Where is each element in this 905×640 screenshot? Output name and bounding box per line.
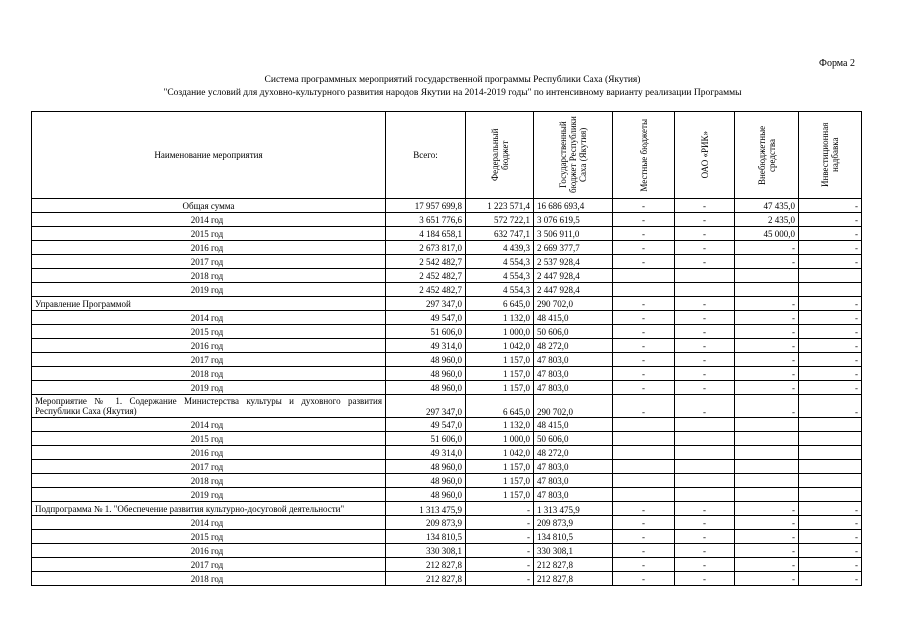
cell-name: 2015 год (32, 432, 386, 446)
cell-extra: - (735, 516, 799, 530)
cell-oao (675, 446, 735, 460)
cell-extra: - (735, 255, 799, 269)
table-row (32, 199, 862, 213)
cell-federal: 1 157,0 (466, 488, 534, 502)
table-row (32, 474, 862, 488)
cell-state: 209 873,9 (534, 516, 613, 530)
cell-federal: 1 132,0 (466, 311, 534, 325)
cell-oao: - (675, 572, 735, 586)
cell-federal: - (466, 502, 534, 516)
cell-extra: - (735, 311, 799, 325)
cell-invest: - (799, 241, 862, 255)
cell-oao: - (675, 367, 735, 381)
cell-extra (735, 269, 799, 283)
cell-local: - (613, 339, 675, 353)
cell-invest: - (799, 325, 862, 339)
table-row (32, 367, 862, 381)
cell-local (613, 488, 675, 502)
cell-oao: - (675, 395, 735, 418)
header-local-label: Местные бюджеты (638, 118, 649, 192)
cell-name: 2017 год (32, 460, 386, 474)
cell-oao: - (675, 213, 735, 227)
cell-local: - (613, 199, 675, 213)
cell-extra: - (735, 502, 799, 516)
cell-invest (799, 418, 862, 432)
cell-name: 2019 год (32, 283, 386, 297)
cell-extra: - (735, 395, 799, 418)
cell-state: 50 606,0 (534, 432, 613, 446)
cell-federal: - (466, 516, 534, 530)
cell-oao: - (675, 255, 735, 269)
cell-invest: - (799, 339, 862, 353)
cell-state: 47 803,0 (534, 367, 613, 381)
cell-total: 48 960,0 (386, 460, 466, 474)
cell-name: 2018 год (32, 269, 386, 283)
cell-federal: 572 722,1 (466, 213, 534, 227)
cell-federal: 4 554,3 (466, 255, 534, 269)
cell-local: - (613, 325, 675, 339)
cell-state: 290 702,0 (534, 297, 613, 311)
cell-state: 134 810,5 (534, 530, 613, 544)
cell-oao: - (675, 353, 735, 367)
header-federal-label: Федеральный бюджет (489, 128, 510, 182)
cell-invest (799, 488, 862, 502)
cell-name: 2015 год (32, 227, 386, 241)
cell-local (613, 269, 675, 283)
cell-total: 48 960,0 (386, 367, 466, 381)
table-row (32, 353, 862, 367)
cell-total: 1 313 475,9 (386, 502, 466, 516)
cell-local (613, 460, 675, 474)
cell-local (613, 446, 675, 460)
cell-state: 330 308,1 (534, 544, 613, 558)
cell-extra: - (735, 325, 799, 339)
table-row (32, 381, 862, 395)
cell-state: 2 537 928,4 (534, 255, 613, 269)
cell-local: - (613, 530, 675, 544)
cell-total: 49 547,0 (386, 311, 466, 325)
cell-extra (735, 474, 799, 488)
cell-oao (675, 432, 735, 446)
cell-total: 2 542 482,7 (386, 255, 466, 269)
cell-name: 2018 год (32, 367, 386, 381)
table-row (32, 255, 862, 269)
table-row (32, 311, 862, 325)
cell-oao: - (675, 530, 735, 544)
cell-invest: - (799, 544, 862, 558)
cell-total: 48 960,0 (386, 474, 466, 488)
cell-invest: - (799, 367, 862, 381)
cell-oao (675, 283, 735, 297)
cell-local: - (613, 311, 675, 325)
cell-federal: 1 042,0 (466, 446, 534, 460)
header-total: Всего: (386, 112, 466, 199)
cell-invest (799, 283, 862, 297)
header-invest (799, 112, 862, 199)
cell-local (613, 418, 675, 432)
document-title-line-1: Система программных мероприятий государственной программы Республики Саха (Якутия) (264, 75, 641, 85)
cell-local (613, 283, 675, 297)
cell-invest: - (799, 381, 862, 395)
header-invest-label: Инвестиционная надбавка (820, 122, 840, 188)
cell-federal: 4 554,3 (466, 269, 534, 283)
cell-total: 2 452 482,7 (386, 269, 466, 283)
cell-local: - (613, 502, 675, 516)
header-oao (675, 112, 735, 199)
cell-name: 2016 год (32, 339, 386, 353)
cell-oao: - (675, 311, 735, 325)
header-federal (466, 112, 534, 199)
cell-name: 2015 год (32, 325, 386, 339)
cell-oao: - (675, 241, 735, 255)
cell-oao: - (675, 325, 735, 339)
cell-invest (799, 432, 862, 446)
cell-name: 2017 год (32, 255, 386, 269)
cell-invest: - (799, 395, 862, 418)
cell-local (613, 432, 675, 446)
header-name: Наименование мероприятия (32, 112, 386, 199)
cell-state: 47 803,0 (534, 381, 613, 395)
header-extra-label: Внебюджетные средства (756, 125, 777, 185)
cell-local: - (613, 241, 675, 255)
cell-oao: - (675, 381, 735, 395)
cell-name: 2014 год (32, 516, 386, 530)
cell-federal: 1 000,0 (466, 325, 534, 339)
table-row (32, 516, 862, 530)
cell-federal: 4 554,3 (466, 283, 534, 297)
cell-local: - (613, 544, 675, 558)
cell-local: - (613, 213, 675, 227)
cell-total: 51 606,0 (386, 432, 466, 446)
cell-state: 212 827,8 (534, 558, 613, 572)
table-row (32, 325, 862, 339)
cell-invest: - (799, 530, 862, 544)
cell-local: - (613, 516, 675, 530)
cell-local: - (613, 381, 675, 395)
cell-federal: 1 157,0 (466, 367, 534, 381)
cell-name: 2015 год (32, 530, 386, 544)
cell-name: 2016 год (32, 446, 386, 460)
cell-extra: - (735, 530, 799, 544)
table-row (32, 283, 862, 297)
cell-name: 2016 год (32, 241, 386, 255)
table-row (32, 297, 862, 311)
cell-state: 50 606,0 (534, 325, 613, 339)
cell-federal: 632 747,1 (466, 227, 534, 241)
cell-name: 2019 год (32, 488, 386, 502)
cell-extra: - (735, 572, 799, 586)
cell-total: 49 547,0 (386, 418, 466, 432)
cell-invest (799, 446, 862, 460)
cell-oao: - (675, 544, 735, 558)
cell-extra: - (735, 367, 799, 381)
cell-total: 48 960,0 (386, 381, 466, 395)
cell-total: 297 347,0 (386, 297, 466, 311)
table-row (32, 446, 862, 460)
cell-total: 17 957 699,8 (386, 199, 466, 213)
cell-total: 330 308,1 (386, 544, 466, 558)
cell-name: 2014 год (32, 311, 386, 325)
cell-oao (675, 418, 735, 432)
cell-invest: - (799, 572, 862, 586)
cell-extra (735, 432, 799, 446)
cell-invest: - (799, 353, 862, 367)
cell-state: 48 272,0 (534, 446, 613, 460)
cell-federal: 4 439,3 (466, 241, 534, 255)
cell-name: 2014 год (32, 418, 386, 432)
cell-name: 2017 год (32, 353, 386, 367)
cell-local: - (613, 353, 675, 367)
cell-invest (799, 474, 862, 488)
cell-invest: - (799, 558, 862, 572)
table-row (32, 488, 862, 502)
cell-state: 47 803,0 (534, 353, 613, 367)
cell-oao (675, 269, 735, 283)
cell-federal: 1 157,0 (466, 353, 534, 367)
document-title-line-2: "Создание условий для духовно-культурного развития народов Якутии на 2014-2019 годы" по интенсивному варианту реализации Программы (163, 88, 742, 98)
table-row (32, 544, 862, 558)
cell-extra (735, 488, 799, 502)
cell-extra: - (735, 353, 799, 367)
cell-extra: - (735, 339, 799, 353)
cell-federal: 6 645,0 (466, 297, 534, 311)
table-row (32, 432, 862, 446)
cell-invest: - (799, 199, 862, 213)
cell-total: 209 873,9 (386, 516, 466, 530)
cell-oao: - (675, 227, 735, 241)
header-local (613, 112, 675, 199)
program-measures-table (31, 111, 862, 586)
cell-extra (735, 283, 799, 297)
cell-name: Подпрограмма № 1. "Обеспечение развития культурно-досуговой деятельности" (32, 502, 386, 516)
cell-invest (799, 269, 862, 283)
cell-invest: - (799, 311, 862, 325)
cell-total: 51 606,0 (386, 325, 466, 339)
cell-oao: - (675, 558, 735, 572)
cell-name: 2018 год (32, 474, 386, 488)
cell-federal: 1 042,0 (466, 339, 534, 353)
cell-federal: 1 132,0 (466, 418, 534, 432)
table-row (32, 502, 862, 516)
cell-invest: - (799, 227, 862, 241)
cell-state: 2 447 928,4 (534, 269, 613, 283)
cell-state: 48 415,0 (534, 418, 613, 432)
table-header-row (32, 112, 862, 199)
cell-federal: 1 223 571,4 (466, 199, 534, 213)
cell-local: - (613, 395, 675, 418)
cell-state: 48 415,0 (534, 311, 613, 325)
cell-extra: - (735, 297, 799, 311)
cell-name: 2019 год (32, 381, 386, 395)
cell-invest: - (799, 213, 862, 227)
cell-total: 49 314,0 (386, 446, 466, 460)
cell-local: - (613, 572, 675, 586)
cell-federal: - (466, 572, 534, 586)
header-oao-label: ОАО «РИК» (699, 131, 710, 179)
cell-oao (675, 460, 735, 474)
table-row (32, 530, 862, 544)
cell-federal: 6 645,0 (466, 395, 534, 418)
cell-name: 2014 год (32, 213, 386, 227)
cell-local: - (613, 367, 675, 381)
cell-total: 48 960,0 (386, 488, 466, 502)
cell-oao: - (675, 339, 735, 353)
cell-extra: 47 435,0 (735, 199, 799, 213)
table-row (32, 241, 862, 255)
cell-invest (799, 460, 862, 474)
cell-federal: - (466, 544, 534, 558)
cell-name: Общая сумма (32, 199, 386, 213)
cell-total: 4 184 658,1 (386, 227, 466, 241)
cell-total: 212 827,8 (386, 558, 466, 572)
cell-state: 290 702,0 (534, 395, 613, 418)
cell-invest: - (799, 502, 862, 516)
cell-name: 2018 год (32, 572, 386, 586)
cell-total: 297 347,0 (386, 395, 466, 418)
cell-state: 3 506 911,0 (534, 227, 613, 241)
cell-state: 47 803,0 (534, 474, 613, 488)
cell-federal: - (466, 558, 534, 572)
cell-state: 2 669 377,7 (534, 241, 613, 255)
cell-state: 16 686 693,4 (534, 199, 613, 213)
cell-invest: - (799, 297, 862, 311)
cell-state: 47 803,0 (534, 460, 613, 474)
cell-state: 48 272,0 (534, 339, 613, 353)
cell-total: 212 827,8 (386, 572, 466, 586)
table-row (32, 269, 862, 283)
table-row (32, 395, 862, 418)
cell-federal: - (466, 530, 534, 544)
table-row (32, 339, 862, 353)
form-label: Форма 2 (819, 58, 855, 69)
cell-oao: - (675, 199, 735, 213)
cell-oao (675, 474, 735, 488)
cell-local: - (613, 558, 675, 572)
cell-state: 47 803,0 (534, 488, 613, 502)
table-row (32, 460, 862, 474)
cell-oao: - (675, 502, 735, 516)
cell-total: 48 960,0 (386, 353, 466, 367)
cell-local: - (613, 297, 675, 311)
table-row (32, 572, 862, 586)
cell-oao (675, 488, 735, 502)
header-extra (735, 112, 799, 199)
header-state (534, 112, 613, 199)
cell-extra (735, 446, 799, 460)
cell-local: - (613, 227, 675, 241)
cell-extra: - (735, 241, 799, 255)
cell-total: 134 810,5 (386, 530, 466, 544)
cell-invest: - (799, 516, 862, 530)
cell-local (613, 474, 675, 488)
cell-state: 212 827,8 (534, 572, 613, 586)
cell-federal: 1 157,0 (466, 474, 534, 488)
table-row (32, 227, 862, 241)
cell-state: 3 076 619,5 (534, 213, 613, 227)
cell-federal: 1 157,0 (466, 460, 534, 474)
cell-state: 1 313 475,9 (534, 502, 613, 516)
cell-name: 2017 год (32, 558, 386, 572)
cell-extra (735, 418, 799, 432)
cell-total: 2 673 817,0 (386, 241, 466, 255)
cell-extra: - (735, 381, 799, 395)
cell-name: 2016 год (32, 544, 386, 558)
header-state-label: Государственный бюджет Республики Саха (Якутия) (558, 116, 588, 194)
table-row (32, 213, 862, 227)
cell-extra: 2 435,0 (735, 213, 799, 227)
cell-extra: - (735, 544, 799, 558)
cell-local: - (613, 255, 675, 269)
cell-extra (735, 460, 799, 474)
cell-oao: - (675, 516, 735, 530)
cell-name: Мероприятие № 1. Содержание Министерства культуры и духовного развития Республики Саха (Якутия) (32, 395, 386, 418)
cell-total: 3 651 776,6 (386, 213, 466, 227)
cell-oao: - (675, 297, 735, 311)
table-row (32, 558, 862, 572)
cell-invest: - (799, 255, 862, 269)
table-row (32, 418, 862, 432)
cell-state: 2 447 928,4 (534, 283, 613, 297)
cell-extra: 45 000,0 (735, 227, 799, 241)
cell-total: 49 314,0 (386, 339, 466, 353)
cell-federal: 1 000,0 (466, 432, 534, 446)
cell-extra: - (735, 558, 799, 572)
cell-name: Управление Программой (32, 297, 386, 311)
cell-total: 2 452 482,7 (386, 283, 466, 297)
cell-federal: 1 157,0 (466, 381, 534, 395)
